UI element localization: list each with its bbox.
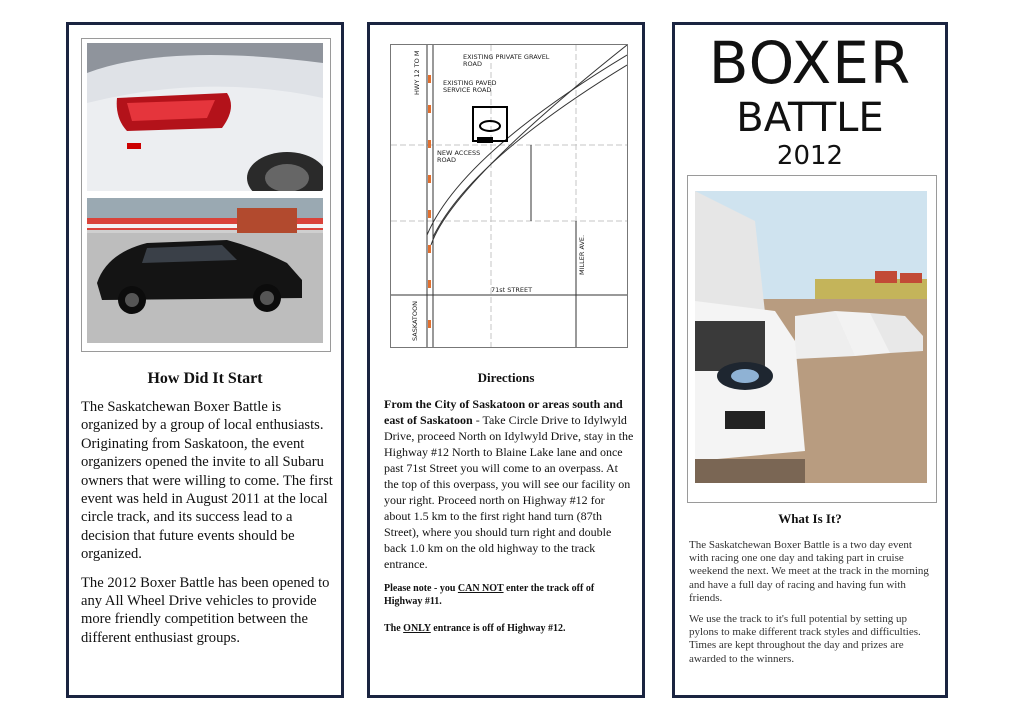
map-label: 71st STREET	[491, 286, 533, 294]
note-emphasis: ONLY	[403, 623, 431, 634]
directions-origin: From the City of Saskatoon or areas south and east of Saskatoon	[384, 397, 623, 427]
photo-cars-hoods-open	[695, 191, 927, 483]
note-text: entrance is off of Highway #12.	[430, 623, 566, 634]
paragraph: The Saskatchewan Boxer Battle is organized by a group of local enthusiasts. Originating from Saskatoon, the event organizers opened the invite to all Subaru owners that were willing to come. The first event was held in August 2011 at the local circle track, and its success lead to a decision that future events should be organized.	[81, 399, 333, 563]
section-heading: Directions	[477, 370, 535, 385]
note-hwy12	[384, 622, 634, 635]
note-text: enter the track off of Highway #11.	[384, 583, 595, 607]
section-heading: How Did It Start	[147, 370, 263, 387]
map-label: HWY 12 TO M	[413, 50, 421, 95]
map-label: NEW ACCESS	[437, 149, 481, 157]
map-label: ROAD	[463, 60, 482, 68]
note-hwy11	[384, 582, 634, 608]
map-label: MILLER AVE.	[578, 234, 586, 275]
note-text: Please note - you	[384, 583, 458, 594]
title-boxer: BOXER	[708, 29, 912, 97]
map-label: EXISTING PAVED	[443, 79, 497, 87]
note-emphasis: CAN NOT	[457, 583, 504, 594]
map-label: SERVICE ROAD	[443, 86, 492, 94]
directions-route: - Take Circle Drive to Idylwyld Drive, proceed North on Idylwyld Drive, stay in the Highway #12 North to Blaine Lake lane and once past 71st Street you will come to an overpass. At the top of this overpass, you will see our facility on your right. Proceed north on Highway #12 for about 1.5 km to the first right hand turn (87th Street), where you should turn right and double back 1.0 km on the old highway to the track entrance.	[384, 413, 634, 571]
body-text	[81, 398, 333, 657]
panel-how-it-started	[66, 22, 344, 698]
body-text	[689, 539, 933, 674]
note-text: The	[384, 623, 404, 634]
map-label: EXISTING PRIVATE GRAVEL	[463, 53, 550, 61]
directions-text	[384, 396, 634, 645]
location-map	[390, 44, 628, 348]
paragraph: We use the track to it's full potential by setting up pylons to make different track styles and difficulties. Times are kept throughout the day and prizes are awarded to the winners.	[689, 613, 921, 665]
section-heading: What Is It?	[778, 511, 842, 526]
photo-black-car-on-track	[87, 198, 323, 343]
panel-directions	[367, 22, 645, 698]
paragraph: The 2012 Boxer Battle has been opened to any All Wheel Drive vehicles to provide more friendly competition between the different enthusiast groups.	[81, 574, 330, 646]
title-year: 2012	[776, 141, 844, 171]
directions-paragraph	[384, 396, 634, 572]
map-label: SASKATOON	[411, 301, 419, 341]
map-label: ROAD	[437, 156, 456, 164]
title-battle: BATTLE	[736, 95, 884, 141]
panel-what-is-it	[672, 22, 948, 698]
paragraph: The Saskatchewan Boxer Battle is a two day event with racing one one day and taking part in cruise weekend the next. We meet at the track in the morning and have a full day of racing and having fun with friends.	[689, 539, 929, 604]
photo-silver-car-taillight	[87, 43, 323, 191]
